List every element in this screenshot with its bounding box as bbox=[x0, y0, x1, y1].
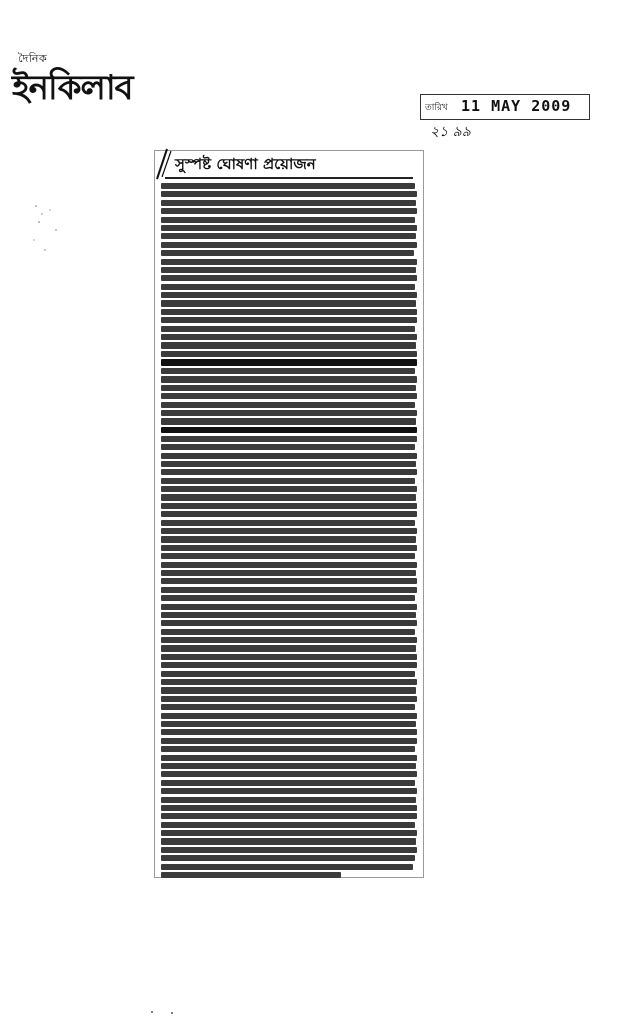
text-line bbox=[161, 696, 417, 702]
text-line bbox=[161, 545, 417, 551]
article-clipping bbox=[154, 150, 424, 878]
stamp-date: 11 MAY 2009 bbox=[461, 97, 572, 115]
text-line bbox=[161, 191, 417, 197]
text-line bbox=[161, 292, 417, 298]
text-line bbox=[161, 780, 415, 786]
text-line bbox=[161, 217, 415, 223]
text-line bbox=[161, 503, 417, 509]
text-line bbox=[161, 645, 416, 651]
text-line bbox=[161, 788, 417, 794]
text-line bbox=[161, 687, 416, 693]
text-line bbox=[161, 359, 417, 366]
text-line bbox=[161, 436, 417, 442]
text-line bbox=[161, 242, 417, 248]
text-line bbox=[161, 771, 417, 777]
text-line bbox=[161, 864, 413, 870]
text-line bbox=[161, 797, 416, 803]
text-line bbox=[161, 847, 417, 853]
text-line bbox=[161, 478, 415, 484]
text-line bbox=[161, 679, 417, 685]
text-line bbox=[161, 654, 417, 660]
text-line bbox=[161, 334, 417, 340]
text-line bbox=[161, 309, 417, 315]
text-line bbox=[161, 704, 415, 710]
scan-noise-marks bbox=[30, 200, 70, 260]
text-line bbox=[161, 200, 416, 206]
text-line bbox=[161, 713, 417, 719]
text-line bbox=[161, 629, 415, 635]
text-line bbox=[161, 444, 415, 450]
headline-rule bbox=[165, 177, 413, 179]
handwritten-reference: ২১ ৯৯ bbox=[430, 124, 471, 140]
text-line bbox=[161, 755, 417, 761]
text-line bbox=[161, 671, 415, 677]
text-line bbox=[161, 738, 417, 744]
text-line bbox=[161, 721, 416, 727]
text-line bbox=[161, 342, 416, 348]
text-line bbox=[161, 872, 341, 878]
text-line bbox=[161, 259, 417, 265]
text-line bbox=[161, 520, 415, 526]
text-line bbox=[161, 805, 417, 811]
text-line bbox=[161, 830, 417, 836]
text-line bbox=[161, 368, 415, 374]
text-line bbox=[161, 317, 417, 323]
text-line bbox=[161, 838, 416, 844]
title-bracket-mark bbox=[153, 147, 173, 181]
article-body-text bbox=[161, 183, 417, 880]
text-line bbox=[161, 587, 417, 593]
text-line bbox=[161, 855, 415, 861]
text-line bbox=[161, 208, 417, 214]
text-line bbox=[161, 284, 415, 290]
text-line bbox=[161, 595, 415, 601]
text-line bbox=[161, 225, 417, 231]
text-line bbox=[161, 494, 416, 500]
text-line bbox=[161, 578, 417, 584]
text-line bbox=[161, 486, 417, 492]
text-line bbox=[161, 275, 417, 281]
text-line bbox=[161, 267, 416, 273]
text-line bbox=[161, 562, 417, 568]
stamp-label: তারিখ bbox=[425, 103, 448, 113]
text-line bbox=[161, 393, 417, 399]
text-line bbox=[161, 620, 417, 626]
article-headline: সুস্পষ্ট ঘোষণা প্রয়োজন bbox=[175, 155, 316, 173]
masthead-paper-name: ইনকিলাব bbox=[12, 68, 133, 108]
text-line bbox=[161, 250, 414, 256]
text-line bbox=[161, 326, 415, 332]
text-line bbox=[161, 763, 416, 769]
text-line bbox=[161, 536, 416, 542]
text-line bbox=[161, 461, 416, 467]
text-line bbox=[161, 300, 416, 306]
scan-corner-mark bbox=[148, 1008, 178, 1016]
text-line bbox=[161, 453, 417, 459]
text-line bbox=[161, 746, 415, 752]
date-stamp bbox=[420, 94, 590, 120]
text-line bbox=[161, 570, 416, 576]
text-line bbox=[161, 729, 417, 735]
text-line bbox=[161, 402, 415, 408]
text-line bbox=[161, 822, 415, 828]
text-line bbox=[161, 604, 417, 610]
text-line bbox=[161, 637, 417, 643]
text-line bbox=[161, 427, 417, 434]
text-line bbox=[161, 662, 417, 668]
text-line bbox=[161, 376, 417, 382]
text-line bbox=[161, 351, 417, 357]
text-line bbox=[161, 469, 417, 475]
text-line bbox=[161, 528, 417, 534]
text-line bbox=[161, 385, 416, 391]
text-line bbox=[161, 511, 417, 517]
text-line bbox=[161, 410, 417, 416]
text-line bbox=[161, 183, 415, 189]
text-line bbox=[161, 418, 416, 424]
newspaper-masthead bbox=[12, 50, 162, 110]
text-line bbox=[161, 813, 417, 819]
text-line bbox=[161, 553, 415, 559]
text-line bbox=[161, 233, 416, 239]
masthead-small-label: দৈনিক bbox=[18, 52, 48, 65]
text-line bbox=[161, 612, 416, 618]
